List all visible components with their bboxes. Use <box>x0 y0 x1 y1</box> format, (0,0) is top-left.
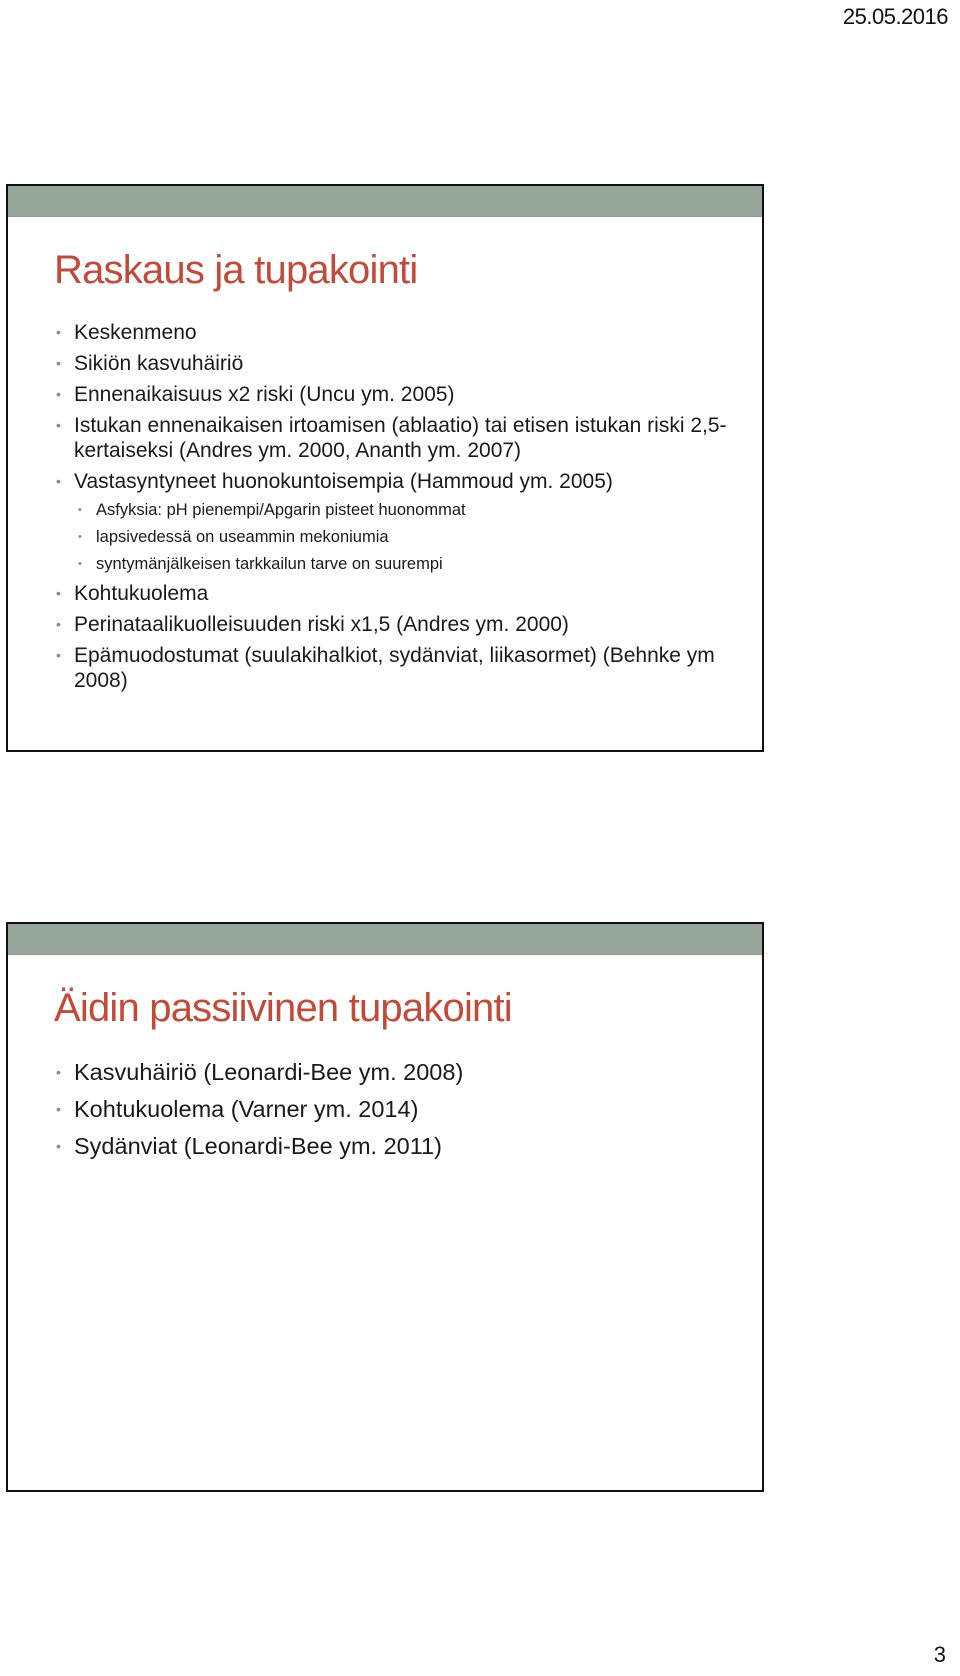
slide-header-bar <box>8 186 762 217</box>
slide-title: Raskaus ja tupakointi <box>54 248 418 292</box>
bullet-dot-icon: • <box>56 355 61 371</box>
sub-bullet-item <box>76 500 742 521</box>
bullet-item <box>54 1132 742 1160</box>
sub-bullet-item <box>76 554 742 575</box>
bullet-dot-icon: • <box>56 1101 61 1117</box>
bullet-dot-icon: • <box>56 324 61 340</box>
bullet-text: Istukan ennenaikaisen irtoamisen (ablaatio) tai etisen istukan riski 2,5-kertaiseksi (Andres ym. 2000, Ananth ym. 2007) <box>74 414 727 462</box>
bullet-item <box>54 413 742 463</box>
slide-title: Äidin passiivinen tupakointi <box>54 986 512 1030</box>
bullet-item <box>54 469 742 494</box>
bullet-item <box>54 1095 742 1123</box>
slide-header-bar <box>8 924 762 955</box>
bullet-list <box>54 320 742 699</box>
bullet-dot-icon: • <box>56 386 61 402</box>
bullet-text: Ennenaikaisuus x2 riski (Uncu ym. 2005) <box>74 383 455 406</box>
bullet-text: Epämuodostumat (suulakihalkiot, sydänviat, liikasormet) (Behnke ym 2008) <box>74 644 715 692</box>
bullet-dot-icon: • <box>56 473 61 489</box>
bullet-dot-icon: • <box>56 616 61 632</box>
bullet-list <box>54 1058 742 1169</box>
bullet-item <box>54 1058 742 1086</box>
bullet-dot-icon: • <box>56 647 61 663</box>
bullet-text: Kohtukuolema <box>74 582 209 605</box>
bullet-text: Perinataalikuolleisuuden riski x1,5 (Andres ym. 2000) <box>74 613 569 636</box>
bullet-text: Keskenmeno <box>74 321 197 344</box>
bullet-dot-icon: • <box>56 417 61 433</box>
bullet-text: lapsivedessä on useammin mekoniumia <box>96 528 389 546</box>
bullet-dot-icon: • <box>78 558 82 570</box>
bullet-text: Kohtukuolema (Varner ym. 2014) <box>74 1096 419 1122</box>
bullet-dot-icon: • <box>56 585 61 601</box>
bullet-text: Vastasyntyneet huonokuntoisempia (Hammoud ym. 2005) <box>74 470 613 493</box>
bullet-text: Sikiön kasvuhäiriö <box>74 352 244 375</box>
bullet-item <box>54 581 742 606</box>
page-number: 3 <box>933 1642 946 1667</box>
bullet-text: syntymänjälkeisen tarkkailun tarve on suurempi <box>96 555 443 573</box>
bullet-dot-icon: • <box>78 531 82 543</box>
bullet-item <box>54 382 742 407</box>
bullet-item <box>54 643 742 693</box>
sub-bullet-item <box>76 527 742 548</box>
slide-passiivinen <box>6 922 764 1492</box>
bullet-item <box>54 351 742 376</box>
bullet-dot-icon: • <box>56 1064 61 1080</box>
bullet-text: Asfyksia: pH pienempi/Apgarin pisteet huonommat <box>96 501 466 519</box>
bullet-item <box>54 320 742 345</box>
page-date: 25.05.2016 <box>842 4 948 29</box>
bullet-item <box>54 612 742 637</box>
slide-raskaus <box>6 184 764 752</box>
bullet-text: Kasvuhäiriö (Leonardi-Bee ym. 2008) <box>74 1059 464 1085</box>
bullet-dot-icon: • <box>78 504 82 516</box>
bullet-dot-icon: • <box>56 1138 61 1154</box>
bullet-text: Sydänviat (Leonardi-Bee ym. 2011) <box>74 1133 442 1159</box>
